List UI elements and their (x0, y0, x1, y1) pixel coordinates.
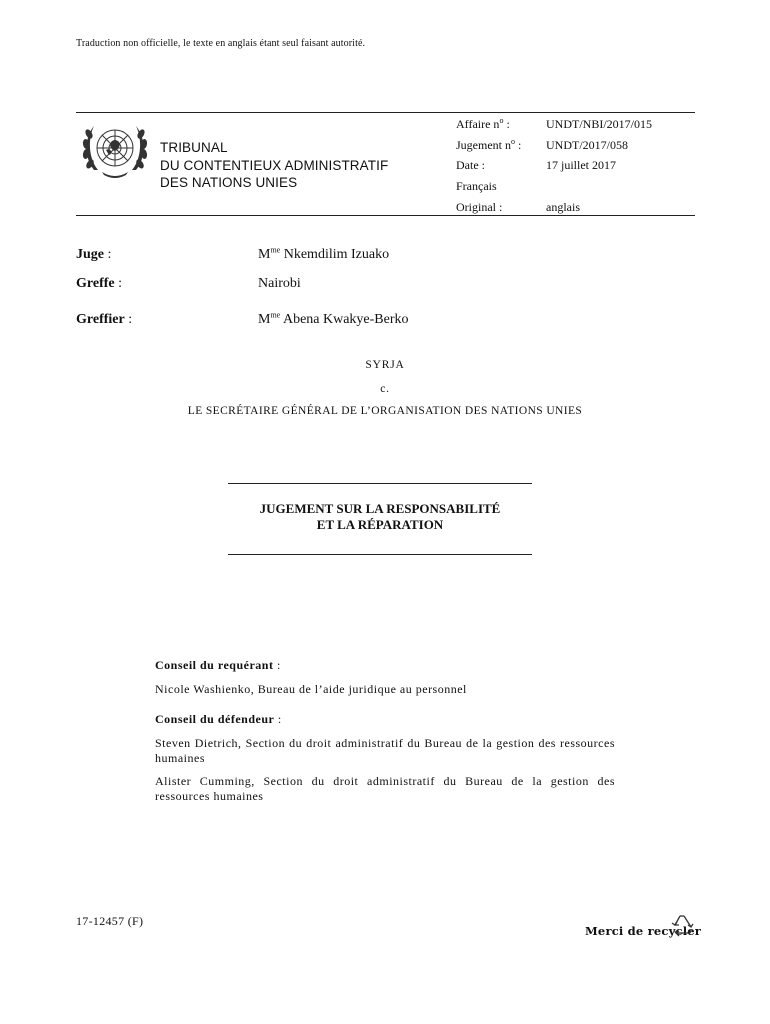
case-number-value: UNDT/NBI/2017/015 (546, 117, 652, 131)
judgment-title-line-1: JUGEMENT SUR LA RESPONSABILITÉ (259, 501, 501, 516)
applicant-name: SYRJA (365, 359, 405, 371)
versus: c. (380, 383, 390, 395)
disclaimer: Traduction non officielle, le texte en anglais étant seul faisant autorité. (76, 38, 366, 49)
tribunal-line-1: TRIBUNAL (160, 140, 228, 155)
respondent-counsel-text-1: Steven Dietrich, Section du droit administratif du Bureau de la gestion des ressources humaines (155, 736, 615, 765)
date-value: 17 juillet 2017 (546, 158, 616, 172)
recycle-icon (671, 913, 695, 939)
original-label: Original : (456, 200, 503, 214)
registry-label: Greffe : (76, 276, 122, 291)
respondent-name: LE SECRÉTAIRE GÉNÉRAL DE L’ORGANISATION DES NATIONS UNIES (187, 405, 583, 417)
applicant-counsel-heading: Conseil du requérant : (155, 658, 281, 672)
original-value: anglais (546, 200, 580, 214)
judgment-number-label: Jugement $n^o$ : (456, 137, 522, 152)
registrar-name: $M^{me}$ Abena Kwakye-Berko (258, 310, 409, 327)
respondent-counsel-heading: Conseil du défendeur : (155, 712, 282, 726)
judge-label: Juge : (76, 247, 112, 262)
tribunal-name (160, 139, 388, 192)
judge-name: $M^{me}$ Nkemdilim Izuako (258, 245, 390, 262)
document-number: 17-12457 (F) (76, 914, 144, 928)
date-label: Date : (456, 158, 485, 172)
title-bottom-rule (228, 554, 532, 555)
registrar-label: Greffier : (76, 312, 133, 327)
recycle-text: Merci de recycler (585, 924, 702, 938)
case-number-label: Affaire $n^o$ : (456, 116, 510, 131)
applicant-counsel-text: Nicole Washienko, Bureau de l’aide juridique au personnel (155, 682, 467, 696)
tribunal-line-3: DES NATIONS UNIES (160, 175, 298, 190)
judgment-number-value: UNDT/2017/058 (546, 138, 628, 152)
header-bottom-rule (76, 215, 695, 216)
respondent-counsel-text-2: Alister Cumming, Section du droit administratif du Bureau de la gestion des ressources humaines (155, 774, 615, 803)
judgment-title (228, 501, 532, 533)
judgment-title-line-2: ET LA RÉPARATION (316, 517, 444, 532)
registry-value: Nairobi (258, 276, 301, 291)
header-top-rule (76, 112, 695, 113)
tribunal-line-2: DU CONTENTIEUX ADMINISTRATIF (160, 157, 389, 173)
title-top-rule (228, 483, 532, 484)
un-emblem-icon (80, 120, 150, 182)
language-label: Français (456, 179, 497, 193)
